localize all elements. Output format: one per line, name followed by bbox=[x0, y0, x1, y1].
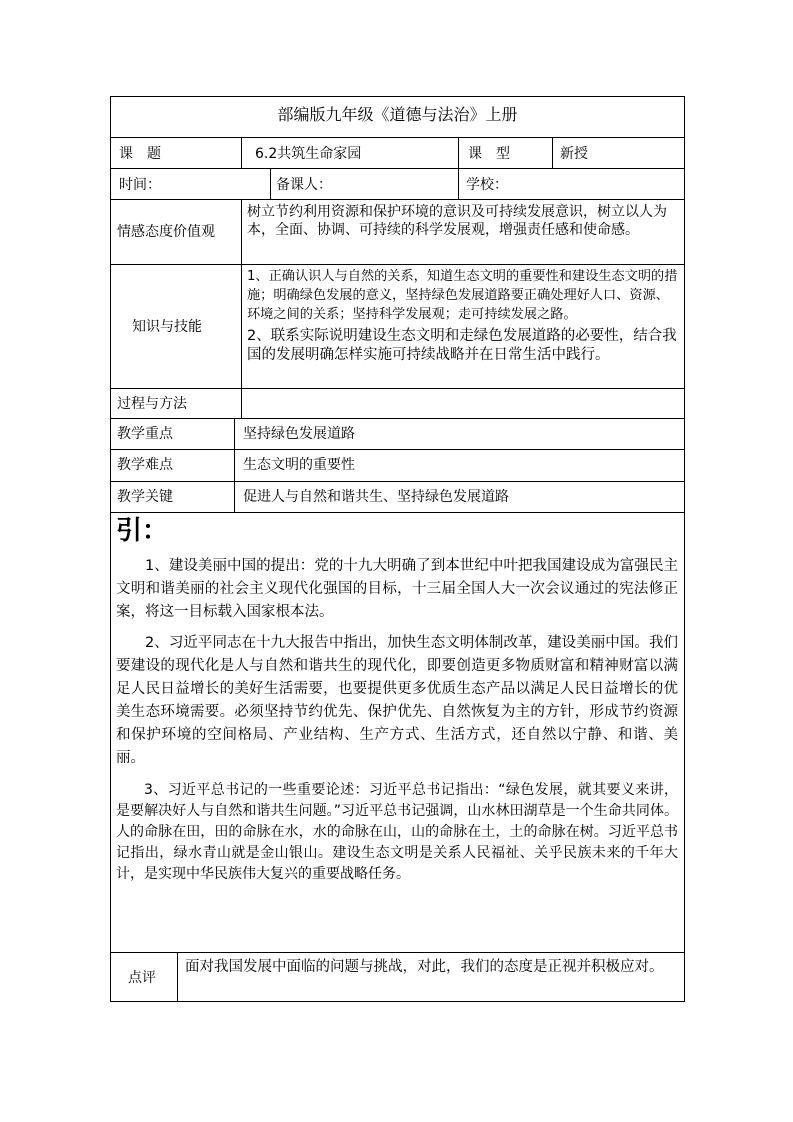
time-label: 时间： bbox=[119, 177, 161, 193]
objective-label: 教学重点 bbox=[117, 426, 173, 442]
row-divider bbox=[110, 512, 685, 513]
review-label: 点评 bbox=[128, 970, 156, 986]
intro-heading: 引： bbox=[116, 516, 169, 546]
row-divider bbox=[110, 418, 685, 419]
col-divider bbox=[177, 952, 178, 1002]
col-divider bbox=[241, 199, 242, 388]
objective-text: 生态文明的重要性 bbox=[243, 457, 355, 473]
intro-paragraph: 3、习近平总书记的一些重要论述：习近平总书记指出：“绿色发展，就其要义来讲，是要解决好人与自然和谐共生问题。”习近平总书记强调，山水林田湖草是一个生命共同体。人的命脉在田，田的命脉在水，水的命脉在山，山的命脉在土，土的命脉在树。习近平总书记指出，绿水青山就是金山银山。建设生态文明是关系人民福祉、关乎民族未来的千年大计，是实现中华民族伟大复兴的重要战略任务。 bbox=[116, 782, 678, 882]
type-label: 课 型 bbox=[468, 146, 510, 162]
page-title: 部编版九年级《道德与法治》上册 bbox=[277, 105, 518, 124]
col-divider bbox=[270, 168, 271, 199]
col-divider bbox=[234, 418, 235, 512]
intro-paragraph: 2、习近平同志在十九大报告中指出，加快生态文明体制改革，建设美丽中国。我们要建设的现代化是人与自然和谐共生的现代化，即要创造更多物质财富和精神财富以满足人民日益增长的美好生活需要，也要提供更多优质生态产品以满足人民日益增长的优美生态环境需要。必须坚持节约优先、保护优先、自然恢复为主的方针，形成节约资源和保护环境的空间格局、产业结构、生产方式、生活方式，还自然以宁静、和谐、美丽。 bbox=[116, 635, 678, 766]
objective-text: 2、联系实际说明建设生态文明和走绿色发展道路的必要性，结合我国的发展明确怎样实施可持续战略并在日常生活中践行。 bbox=[247, 328, 677, 363]
topic-value: 6.2共筑生命家园 bbox=[255, 146, 362, 162]
type-value: 新授 bbox=[560, 146, 588, 162]
col-divider bbox=[241, 388, 242, 418]
row-divider bbox=[110, 449, 685, 450]
objective-label: 情感态度价值观 bbox=[117, 224, 215, 240]
col-divider bbox=[458, 137, 459, 168]
intro-paragraph: 1、建设美丽中国的提出：党的十九大明确了到本世纪中叶把我国建设成为富强民主文明和谐美丽的社会主义现代化强国的目标，十三届全国人大一次会议通过的宪法修正案，将这一目标载入国家根本法。 bbox=[116, 558, 678, 620]
preparer-label: 备课人： bbox=[276, 177, 332, 193]
objective-text: 1、正确认识人与自然的关系，知道生态文明的重要性和建设生态文明的措施；明确绿色发展的意义，坚持绿色发展道路要正确处理好人口、资源、环境之间的关系；坚持科学发展观；走可持续发展之路。 bbox=[247, 269, 678, 322]
objective-label: 教学难点 bbox=[117, 457, 173, 473]
objective-label: 教学关键 bbox=[117, 489, 173, 505]
row-divider bbox=[110, 481, 685, 482]
row-divider bbox=[110, 199, 685, 200]
objective-text: 促进人与自然和谐共生、坚持绿色发展道路 bbox=[243, 489, 509, 505]
row-divider bbox=[110, 168, 685, 169]
col-divider bbox=[241, 137, 242, 168]
topic-label: 课 题 bbox=[119, 146, 161, 162]
row-divider bbox=[110, 264, 685, 265]
col-divider bbox=[552, 137, 553, 168]
objective-text: 坚持绿色发展道路 bbox=[243, 426, 355, 442]
objective-label: 过程与方法 bbox=[117, 396, 187, 412]
col-divider bbox=[458, 168, 459, 199]
school-label: 学校： bbox=[466, 177, 508, 193]
review-text: 面对我国发展中面临的问题与挑战，对此，我们的态度是正视并积极应对。 bbox=[185, 959, 664, 975]
objective-text: 树立节约利用资源和保护环境的意识及可持续发展意识，树立以人为本，全面、协调、可持续的科学发展观，增强责任感和使命感。 bbox=[247, 204, 667, 238]
row-divider bbox=[110, 137, 685, 138]
row-divider bbox=[110, 952, 685, 953]
row-divider bbox=[110, 388, 685, 389]
objective-label: 知识与技能 bbox=[132, 319, 202, 335]
